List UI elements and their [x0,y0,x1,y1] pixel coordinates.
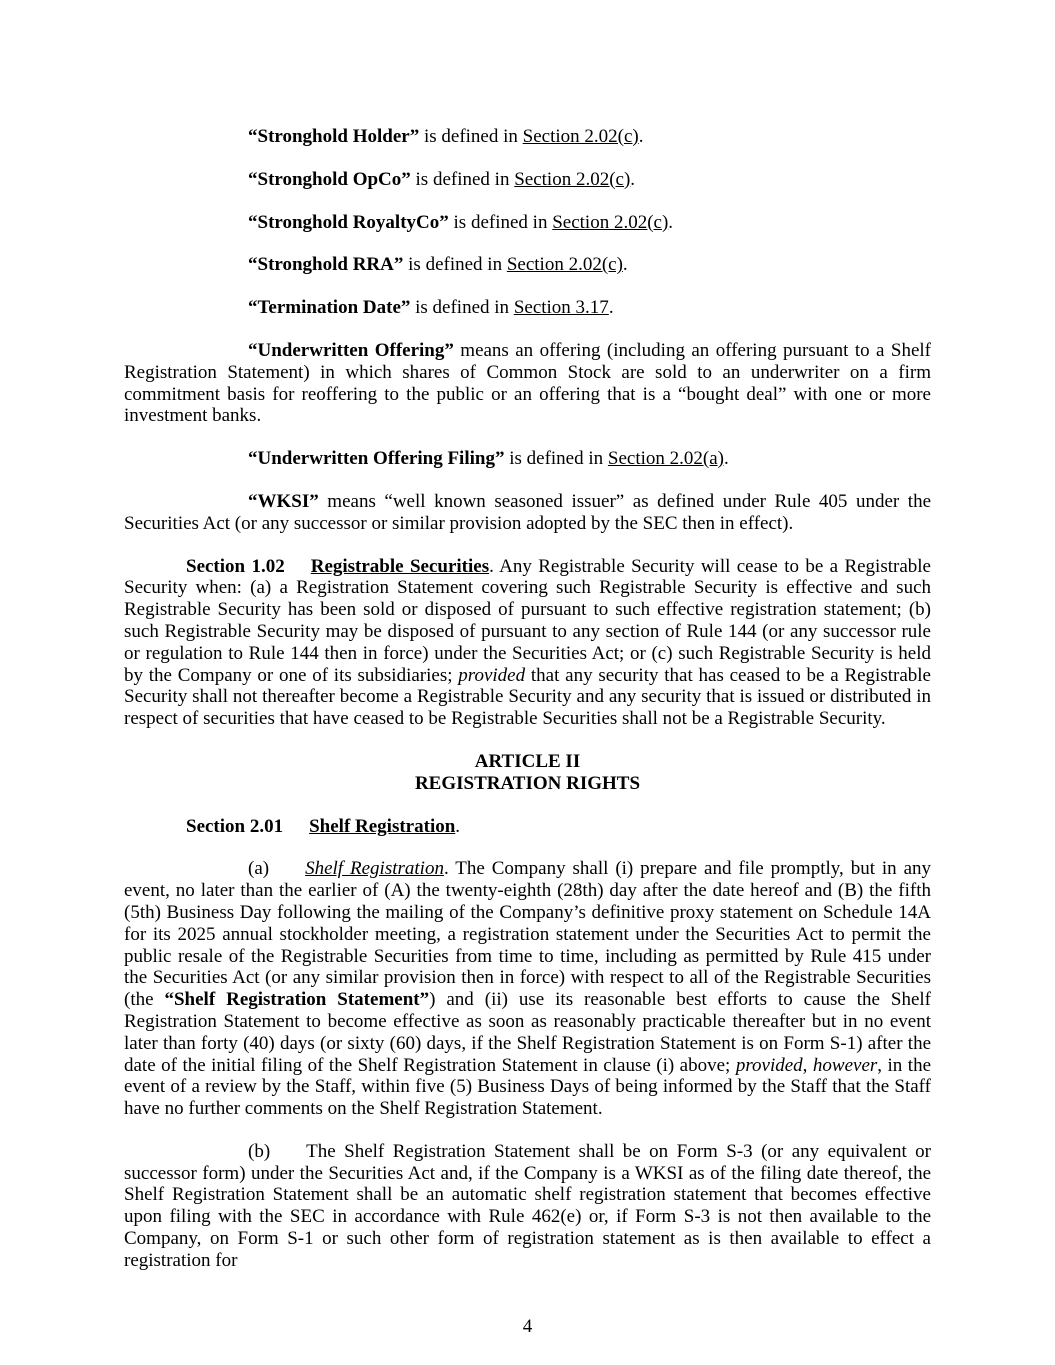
text-run: , in the event of a review by the Staff, within five (5) Business Days of being informed by the Staff that the Staff have no further comments on the Shelf Registration Statement. [124,1054,932,1120]
section-ref: Section 2.02(c) [522,126,639,147]
text-run: provided [458,664,526,686]
para-wksi [124,491,931,535]
document-body [124,126,931,1293]
text-run: . [622,254,628,276]
section-ref: Section 2.02(c) [514,168,631,190]
para-section-1-02 [124,556,931,730]
text-run: Shelf Registration [305,858,444,880]
section-ref: Section 2.02(c) [552,211,669,233]
def-stronghold-holder [124,126,931,148]
text-run: . [630,168,636,190]
text-run: . [668,211,674,233]
text-run: , [802,1054,813,1076]
heading-section-2-01 [124,816,931,838]
page-number: 4 [522,1316,533,1337]
text-run: is defined in [419,126,523,147]
section-ref: Section 2.02(c) [506,254,623,276]
para-2-01-b [124,1141,931,1272]
text-run: . [638,126,644,147]
text-run: “Termination Date” [248,297,411,319]
text-run: . [608,297,614,319]
para-underwritten-offering [124,340,931,427]
text-run: “Underwritten Offering” [248,339,454,361]
text-run: Section 2.01 [186,815,284,837]
text-run: Shelf Registration [309,815,456,837]
text-run: is defined in [410,168,515,190]
def-termination-date [124,297,931,319]
text-run: is defined in [504,448,608,470]
text-run: . [455,815,461,837]
text-run: (a) [248,858,270,880]
text-run: means an offering (including an offering pursuant to a Shelf Registration Statement) in which shares of Common Stock are sold to an underwriter on a firm commitment basis for reoffering to the public or an offering that is a “bought deal” with one or more investment banks. [124,339,931,427]
section-ref: Section 3.17 [513,297,609,319]
text-run: “WKSI” [248,490,319,512]
text-run: is defined in [410,297,514,319]
text-run: “Underwritten Offering Filing” [248,448,505,470]
text-run: “Stronghold RoyaltyCo” [248,211,449,233]
text-run: ARTICLE II [474,750,581,772]
text-run: The Shelf Registration Statement shall be on Form S-3 (or any equivalent or successor form) under the Securities Act and, if the Company is a WKSI as of the filing date thereof, the Shelf Registration Statement shall be an automatic shelf registration statement that becomes effective upon filing with the SEC in accordance with Rule 462(e) or, if Form S-3 is not then available to the Company, on Form S-1 or such other form of registration statement as is then available to effect a registration for [124,1140,931,1271]
text-run: REGISTRATION RIGHTS [414,772,641,794]
text-run: means “well known seasoned issuer” as defined under Rule 405 under the Securities Act (or any successor or similar provision adopted by the SEC then in effect). [124,490,931,534]
text-run: . The Company shall (i) prepare and file promptly, but in any event, no later than the earlier of (A) the twenty-eighth (28th) day after the date hereof and (B) the fifth (5th) Business Day following the mailing of the Company’s definitive proxy statement on Schedule 14A for its 2025 annual stockholder meeting, a registration statement under the Securities Act to permit the public resale of the Registrable Securities from time to time, including as permitted by Rule 415 under the Securities Act (or any similar provision then in force) with respect to all of the Registrable Securities (the [124,858,932,1011]
text-run: Registrable Securities [310,555,490,577]
text-run: that any security that has ceased to be a Registrable Security shall not thereafter become a Registrable Security and any security that is issued or distributed in respect of securities that have ceased to be Registrable Securities shall not be a Registrable Security. [124,664,931,730]
text-run: is defined in [403,254,507,276]
text-run: (b) [248,1140,271,1162]
text-run: ) and (ii) use its reasonable best efforts to cause the Shelf Registration Statement to become effective as soon as reasonably practicable thereafter but in no event later than forty (40) days (or sixty (60) days, if the Shelf Registration Statement is on Form S-1) after the date of the initial filing of the Shelf Registration Statement in clause (i) above; [124,989,932,1076]
text-run: “Stronghold RRA” [248,254,404,276]
section-ref: Section 2.02(a) [607,448,724,470]
text-run: however [812,1054,878,1076]
text-run: is defined in [448,211,553,233]
def-stronghold-rra [124,254,931,276]
text-run: . Any Registrable Security will cease to be a Registrable Security when: (a) a Registration Statement covering such Registrable Security is effective and such Registrable Security has been sold or disposed of pursuant to such effective registration statement; (b) such Registrable Security may be disposed of pursuant to any section of Rule 144 (or any successor rule or regulation to Rule 144 then in force) under the Securities Act; or (c) such Registrable Security is held by the Company or one of its subsidiaries; [124,555,931,686]
heading-article-ii [124,751,931,795]
def-underwritten-offering-filing [124,448,931,470]
def-stronghold-royaltyco [124,212,931,234]
text-run: “Stronghold OpCo” [248,168,411,190]
text-run: . [723,448,729,470]
para-2-01-a [124,858,931,1120]
text-run: provided [735,1054,803,1076]
text-run: “Stronghold Holder” [248,126,420,147]
text-run: “Shelf Registration Statement” [164,989,430,1011]
def-stronghold-opco [124,169,931,191]
text-run: Section 1.02 [186,555,285,577]
